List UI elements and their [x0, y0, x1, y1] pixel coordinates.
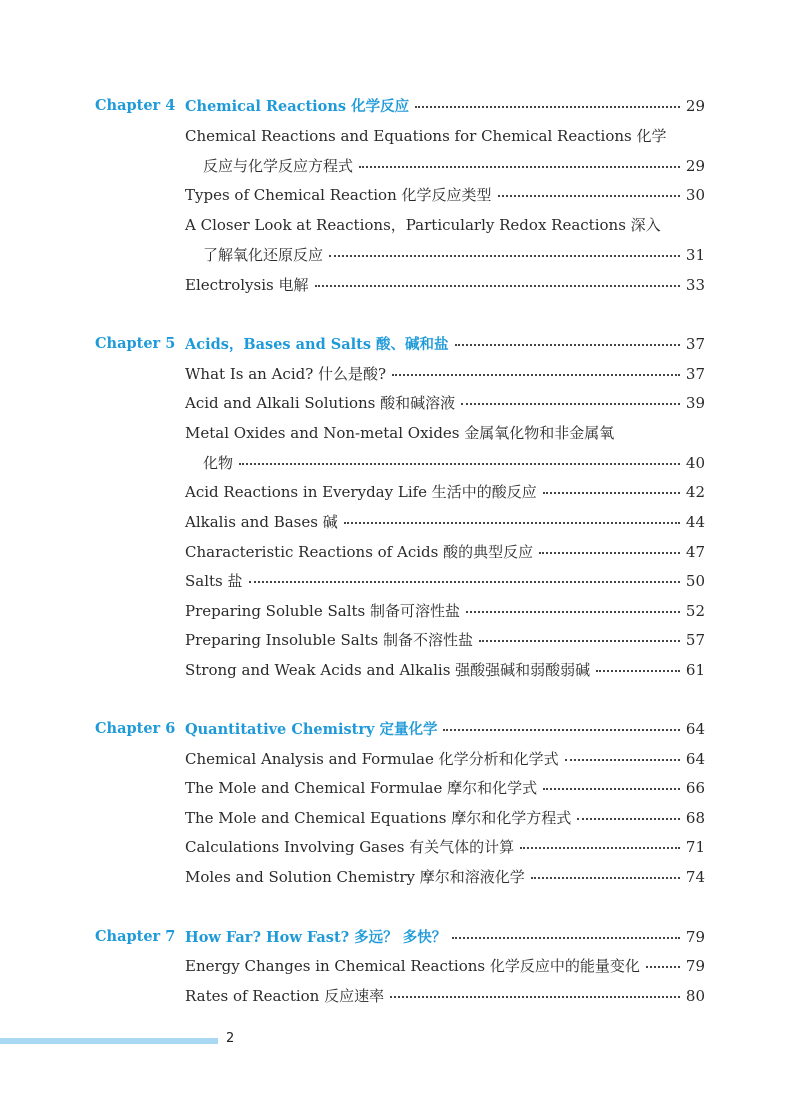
entry-page-number: 44: [685, 512, 705, 531]
toc-entry: [0, 239, 800, 269]
toc-entry: [0, 980, 800, 1010]
entry-page-number: 71: [685, 837, 705, 856]
dot-leader: [344, 522, 680, 524]
toc-entry: [0, 476, 800, 506]
toc-entry: [0, 802, 800, 832]
entry-title: Electrolysis 电解: [185, 275, 309, 294]
entry-content: [185, 629, 705, 650]
dot-leader: [239, 463, 680, 465]
dot-leader: [531, 877, 680, 879]
entry-content: [185, 333, 705, 354]
entry-page-number: 42: [685, 482, 705, 501]
entry-content: [185, 955, 705, 976]
entry-title: Chemical Analysis and Formulae 化学分析和化学式: [185, 749, 559, 768]
dot-leader: [479, 640, 680, 642]
dot-leader: [392, 374, 680, 376]
dot-leader: [466, 611, 680, 613]
entry-page-number: 37: [685, 364, 705, 383]
entry-content: [185, 274, 705, 295]
chapter-row: [0, 713, 800, 743]
entry-title: Salts 盐: [185, 571, 243, 590]
toc-entry: [0, 536, 800, 566]
entry-title: Alkalis and Bases 碱: [185, 512, 338, 531]
entry-page-number: 33: [685, 275, 705, 294]
entry-page-number: 79: [685, 956, 705, 975]
entry-content: [185, 985, 705, 1006]
entry-page-number: 64: [685, 719, 705, 738]
dot-leader: [461, 403, 680, 405]
entry-page-number: 64: [685, 749, 705, 768]
toc-entry: [0, 358, 800, 388]
toc-entry: [0, 506, 800, 536]
entry-title: What Is an Acid? 什么是酸?: [185, 364, 387, 383]
toc-entry: [0, 950, 800, 980]
entry-title: 了解氧化还原反应: [203, 245, 324, 264]
toc-entry: [0, 743, 800, 773]
entry-page-number: 31: [685, 245, 705, 264]
toc-entry: [0, 861, 800, 891]
dot-leader: [443, 729, 679, 731]
entry-page-number: 80: [685, 986, 705, 1005]
entry-content: [185, 481, 705, 502]
toc-entry: [0, 595, 800, 625]
entry-content: [185, 184, 705, 205]
entry-content: [185, 95, 705, 116]
entry-page-number: 29: [685, 156, 705, 175]
dot-leader: [539, 552, 680, 554]
entry-content: [203, 452, 705, 473]
toc-entry: [0, 654, 800, 684]
toc-entry: [0, 447, 800, 477]
entry-title: Preparing Soluble Salts 制备可溶性盐: [185, 601, 461, 620]
entry-page-number: 50: [685, 571, 705, 590]
entry-title: Chemical Reactions 化学反应: [185, 97, 410, 115]
entry-page-number: 40: [685, 453, 705, 472]
entry-content: [185, 541, 705, 562]
entry-title: 反应与化学反应方程式: [203, 156, 354, 175]
entry-title: Acid Reactions in Everyday Life 生活中的酸反应: [185, 482, 537, 501]
entry-page-number: 57: [685, 630, 705, 649]
entry-content: [185, 926, 705, 947]
dot-leader: [520, 847, 680, 849]
entry-title: How Far? How Fast? 多远？ 多快？: [185, 928, 447, 946]
entry-page-number: 37: [685, 334, 705, 353]
entry-content: [185, 600, 705, 621]
dot-leader: [329, 255, 680, 257]
dot-leader: [390, 996, 680, 998]
entry-title: Characteristic Reactions of Acids 酸的典型反应: [185, 542, 534, 561]
entry-page-number: 39: [685, 393, 705, 412]
toc-entry: [0, 120, 800, 150]
entry-title: The Mole and Chemical Equations 摩尔和化学方程式: [185, 808, 572, 827]
entry-page-number: 66: [685, 778, 705, 797]
entry-title: A Closer Look at Reactions，Particularly Redox Reactions 深入: [185, 215, 661, 234]
entry-page-number: 30: [685, 185, 705, 204]
entry-title: Acid and Alkali Solutions 酸和碱溶液: [185, 393, 456, 412]
entry-page-number: 74: [685, 867, 705, 886]
entry-title: Strong and Weak Acids and Alkalis 强酸强碱和弱酸弱碱: [185, 660, 591, 679]
entry-content: [185, 659, 705, 680]
entry-title: Energy Changes in Chemical Reactions 化学反应中的能量变化: [185, 956, 640, 975]
entry-page-number: 61: [685, 660, 705, 679]
chapter-number: Chapter 6: [95, 719, 176, 737]
entry-content: [185, 125, 705, 146]
chapter-row: [0, 328, 800, 358]
entry-content: [185, 866, 705, 887]
dot-leader: [455, 344, 680, 346]
entry-content: [203, 155, 705, 176]
entry-page-number: 68: [685, 808, 705, 827]
entry-content: [185, 392, 705, 413]
dot-leader: [359, 166, 680, 168]
toc-entry: [0, 772, 800, 802]
dot-leader: [415, 106, 680, 108]
dot-leader: [646, 966, 680, 968]
entry-title: Acids，Bases and Salts 酸、碱和盐: [185, 335, 449, 353]
toc-entry: [0, 269, 800, 299]
dot-leader: [596, 670, 680, 672]
entry-page-number: 79: [685, 927, 705, 946]
dot-leader: [543, 788, 680, 790]
entry-content: [185, 718, 705, 739]
entry-content: [185, 422, 705, 443]
entry-title: Calculations Involving Gases 有关气体的计算: [185, 837, 515, 856]
entry-content: [185, 214, 705, 235]
entry-content: [185, 748, 705, 769]
dot-leader: [565, 759, 680, 761]
entry-title: The Mole and Chemical Formulae 摩尔和化学式: [185, 778, 538, 797]
entry-title: 化物: [203, 453, 234, 472]
entry-content: [185, 836, 705, 857]
entry-title: Moles and Solution Chemistry 摩尔和溶液化学: [185, 867, 525, 886]
entry-content: [203, 244, 705, 265]
entry-title: Metal Oxides and Non-metal Oxides 金属氧化物和非金属氧: [185, 423, 615, 442]
entry-title: Types of Chemical Reaction 化学反应类型: [185, 185, 492, 204]
entry-page-number: 52: [685, 601, 705, 620]
dot-leader: [452, 937, 680, 939]
toc-entry: [0, 624, 800, 654]
entry-page-number: 47: [685, 542, 705, 561]
footer-bar: [0, 1038, 218, 1044]
entry-content: [185, 363, 705, 384]
toc-entry: [0, 150, 800, 180]
entry-title: Quantitative Chemistry 定量化学: [185, 720, 438, 738]
toc-entry: [0, 831, 800, 861]
dot-leader: [249, 581, 680, 583]
chapter-row: [0, 90, 800, 120]
entry-content: [185, 511, 705, 532]
dot-leader: [543, 492, 680, 494]
entry-page-number: 29: [685, 96, 705, 115]
toc-entry: [0, 209, 800, 239]
chapter-row: [0, 921, 800, 951]
entry-content: [185, 570, 705, 591]
entry-title: Chemical Reactions and Equations for Chemical Reactions 化学: [185, 126, 667, 145]
entry-content: [185, 807, 705, 828]
toc-entry: [0, 387, 800, 417]
page-number: 2: [226, 1031, 235, 1046]
entry-title: Preparing Insoluble Salts 制备不溶性盐: [185, 630, 474, 649]
chapter-number: Chapter 7: [95, 927, 176, 945]
toc-entry: [0, 417, 800, 447]
chapter-number: Chapter 5: [95, 334, 176, 352]
toc-entry: [0, 179, 800, 209]
chapter-number: Chapter 4: [95, 96, 176, 114]
dot-leader: [315, 285, 680, 287]
entry-title: Rates of Reaction 反应速率: [185, 986, 385, 1005]
dot-leader: [498, 195, 680, 197]
dot-leader: [577, 818, 680, 820]
entry-content: [185, 777, 705, 798]
toc-entry: [0, 565, 800, 595]
